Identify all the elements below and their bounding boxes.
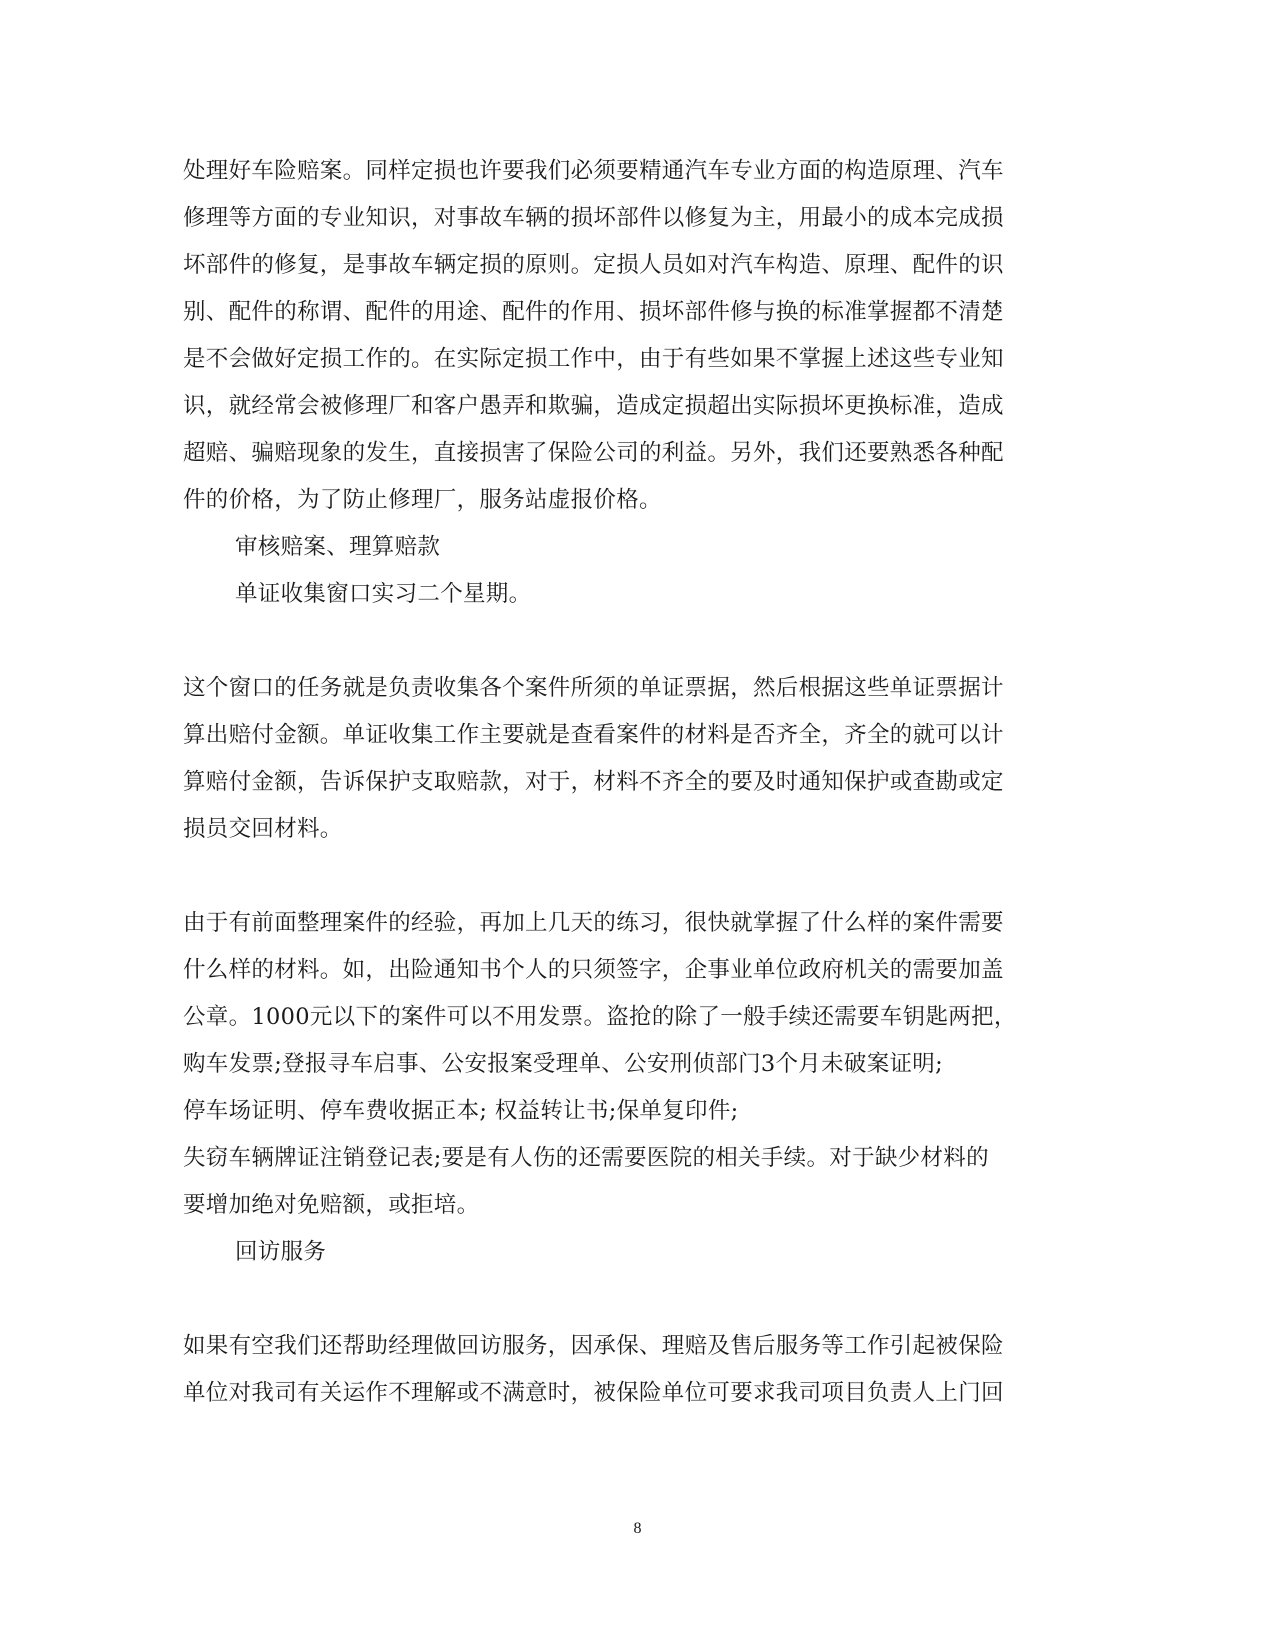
text-line: 损员交回材料。 bbox=[183, 816, 343, 842]
section-heading: 回访服务 bbox=[235, 1239, 327, 1265]
text-line: 要增加绝对免赔额，或拒培。 bbox=[183, 1192, 480, 1218]
text-line: 购车发票;登报寻车启事、公安报案受理单、公安刑侦部门3个月未破案证明; bbox=[183, 1051, 943, 1077]
text-line: 坏部件的修复，是事故车辆定损的原则。定损人员如对汽车构造、原理、配件的识 bbox=[183, 252, 1004, 278]
text-line: 失窃车辆牌证注销登记表;要是有人伤的还需要医院的相关手续。对于缺少材料的 bbox=[183, 1145, 989, 1171]
text-line: 公章。1000元以下的案件可以不用发票。盗抢的除了一般手续还需要车钥匙两把， bbox=[183, 1004, 1017, 1030]
page-number: 8 bbox=[633, 1520, 642, 1537]
text-line: 停车场证明、停车费收据正本; 权益转让书;保单复印件; bbox=[183, 1098, 739, 1124]
text-line: 处理好车险赔案。同样定损也许要我们必须要精通汽车专业方面的构造原理、汽车 bbox=[183, 158, 1004, 184]
text-line: 算赔付金额，告诉保护支取赔款，对于，材料不齐全的要及时通知保护或查勘或定 bbox=[183, 769, 1004, 795]
section-heading: 审核赔案、理算赔款 bbox=[235, 534, 441, 560]
text-line: 这个窗口的任务就是负责收集各个案件所须的单证票据，然后根据这些单证票据计 bbox=[183, 675, 1004, 701]
text-line: 件的价格，为了防止修理厂，服务站虚报价格。 bbox=[183, 487, 662, 513]
text-line: 别、配件的称谓、配件的用途、配件的作用、损坏部件修与换的标准掌握都不清楚 bbox=[183, 299, 1004, 325]
text-line: 如果有空我们还帮助经理做回访服务，因承保、理赔及售后服务等工作引起被保险 bbox=[183, 1333, 1004, 1359]
text-line: 是不会做好定损工作的。在实际定损工作中，由于有些如果不掌握上述这些专业知 bbox=[183, 346, 1004, 372]
text-line: 由于有前面整理案件的经验，再加上几天的练习，很快就掌握了什么样的案件需要 bbox=[183, 910, 1004, 936]
text-line: 识，就经常会被修理厂和客户愚弄和欺骗，造成定损超出实际损坏更换标准，造成 bbox=[183, 393, 1004, 419]
text-line: 单位对我司有关运作不理解或不满意时，被保险单位可要求我司项目负责人上门回 bbox=[183, 1380, 1004, 1406]
text-line: 什么样的材料。如，出险通知书个人的只须签字，企事业单位政府机关的需要加盖 bbox=[183, 957, 1004, 983]
text-line: 修理等方面的专业知识，对事故车辆的损坏部件以修复为主，用最小的成本完成损 bbox=[183, 205, 1004, 231]
text-line: 算出赔付金额。单证收集工作主要就是查看案件的材料是否齐全，齐全的就可以计 bbox=[183, 722, 1004, 748]
text-line: 单证收集窗口实习二个星期。 bbox=[235, 581, 532, 607]
text-line: 超赔、骗赔现象的发生，直接损害了保险公司的利益。另外，我们还要熟悉各种配 bbox=[183, 440, 1004, 466]
